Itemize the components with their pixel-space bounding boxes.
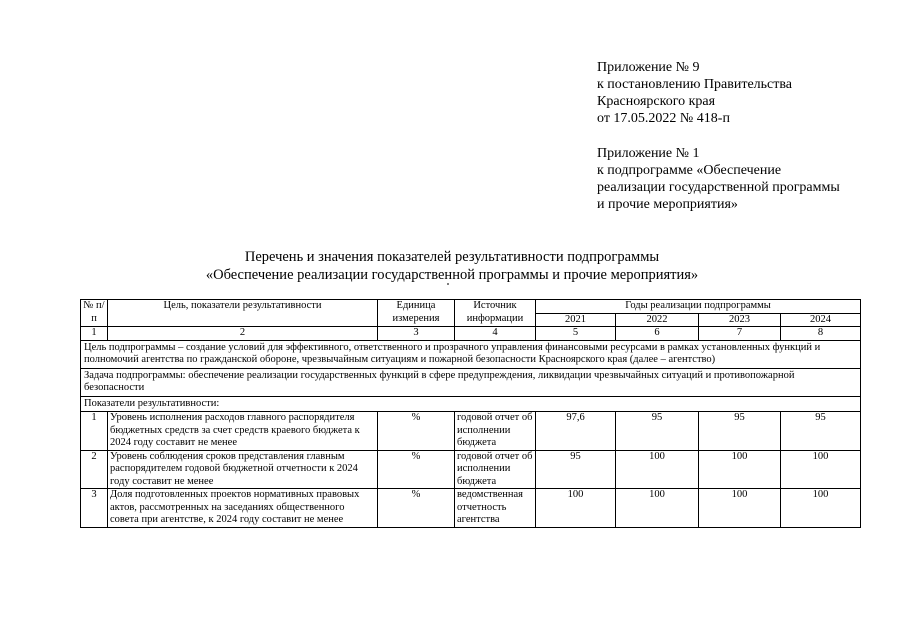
appendix-line: Красноярского края xyxy=(597,94,716,109)
row-name: Уровень исполнения расходов главного распорядителя бюджетных средств за счет средств краевого бюджета к 2024 году составит не менее xyxy=(108,412,378,451)
header-year: 2022 xyxy=(616,313,699,327)
indicators-label-row xyxy=(81,396,861,412)
row-value-2022: 100 xyxy=(616,489,699,528)
header-unit: Единица измерения xyxy=(378,300,455,327)
row-unit: % xyxy=(378,450,455,489)
header-year: 2021 xyxy=(536,313,616,327)
col-number: 1 xyxy=(81,327,108,341)
row-value-2021: 97,6 xyxy=(536,412,616,451)
row-value-2021: 100 xyxy=(536,489,616,528)
task-text: Задача подпрограммы: обеспечение реализации государственных функций в сфере предупреждения, ликвидации чрезвычайных ситуаций и противопожарной безопасности xyxy=(81,368,861,396)
header-goal: Цель, показатели результативности xyxy=(108,300,378,327)
appendix-9-header xyxy=(597,59,897,127)
row-value-2022: 100 xyxy=(616,450,699,489)
appendix-line: и прочие мероприятия» xyxy=(597,197,738,212)
row-value-2023: 95 xyxy=(699,412,781,451)
column-numbers-row xyxy=(81,327,861,341)
row-unit: % xyxy=(378,489,455,528)
row-value-2024: 95 xyxy=(781,412,861,451)
goal-text: Цель подпрограммы – создание условий для эффективного, ответственного и прозрачного управления финансовыми ресурсами в рамках установленных функций и полномочий агентства по гражданской обороне, чрезвычайным ситуациям и пожарной безопасности Красноярского края (далее – агентство) xyxy=(81,340,861,368)
header-year: 2024 xyxy=(781,313,861,327)
row-source: годовой отчет об исполнении бюджета xyxy=(455,412,536,451)
appendix-line: от 17.05.2022 № 418-п xyxy=(597,111,730,126)
title-line-1: Перечень и значения показателей результативности подпрограммы xyxy=(244,249,660,265)
row-unit: % xyxy=(378,412,455,451)
title-line-2: «Обеспечение реализации государственной программы и прочие мероприятия» xyxy=(205,267,699,283)
col-number: 7 xyxy=(699,327,781,341)
appendix-1-header xyxy=(597,145,897,213)
header-years-group: Годы реализации подпрограммы xyxy=(536,300,861,314)
col-number: 3 xyxy=(378,327,455,341)
row-name: Доля подготовленных проектов нормативных правовых актов, рассмотренных на заседаниях общественного совета при агентстве, к 2024 году составит не менее xyxy=(108,489,378,528)
row-value-2023: 100 xyxy=(699,450,781,489)
row-num: 2 xyxy=(81,450,108,489)
appendix-line: реализации государственной программы xyxy=(597,180,840,195)
col-number: 6 xyxy=(616,327,699,341)
table-row xyxy=(81,450,861,489)
appendix-line: Приложение № 1 xyxy=(597,146,700,161)
table-row xyxy=(81,489,861,528)
col-number: 8 xyxy=(781,327,861,341)
row-value-2022: 95 xyxy=(616,412,699,451)
col-number: 4 xyxy=(455,327,536,341)
row-value-2021: 95 xyxy=(536,450,616,489)
appendix-line: Приложение № 9 xyxy=(597,60,700,75)
row-source: годовой отчет об исполнении бюджета xyxy=(455,450,536,489)
row-num: 1 xyxy=(81,412,108,451)
header-year: 2023 xyxy=(699,313,781,327)
task-row xyxy=(81,368,861,396)
col-number: 5 xyxy=(536,327,616,341)
row-value-2023: 100 xyxy=(699,489,781,528)
indicators-table xyxy=(80,299,861,528)
col-number: 2 xyxy=(108,327,378,341)
header-row xyxy=(81,300,861,314)
row-source: ведомственная отчетность агентства xyxy=(455,489,536,528)
row-name: Уровень соблюдения сроков представления главным распорядителем годовой бюджетной отчетности к 2024 году составит не менее xyxy=(108,450,378,489)
goal-row xyxy=(81,340,861,368)
document-title xyxy=(0,248,904,284)
header-num: № п/п xyxy=(81,300,108,327)
row-value-2024: 100 xyxy=(781,489,861,528)
appendix-line: к постановлению Правительства xyxy=(597,77,793,92)
row-num: 3 xyxy=(81,489,108,528)
indicators-label: Показатели результативности: xyxy=(81,396,861,412)
header-source: Источник информации xyxy=(455,300,536,327)
row-value-2024: 100 xyxy=(781,450,861,489)
appendix-line: к подпрограмме «Обеспечение xyxy=(597,163,782,178)
scan-speck xyxy=(447,283,449,285)
table-row xyxy=(81,412,861,451)
